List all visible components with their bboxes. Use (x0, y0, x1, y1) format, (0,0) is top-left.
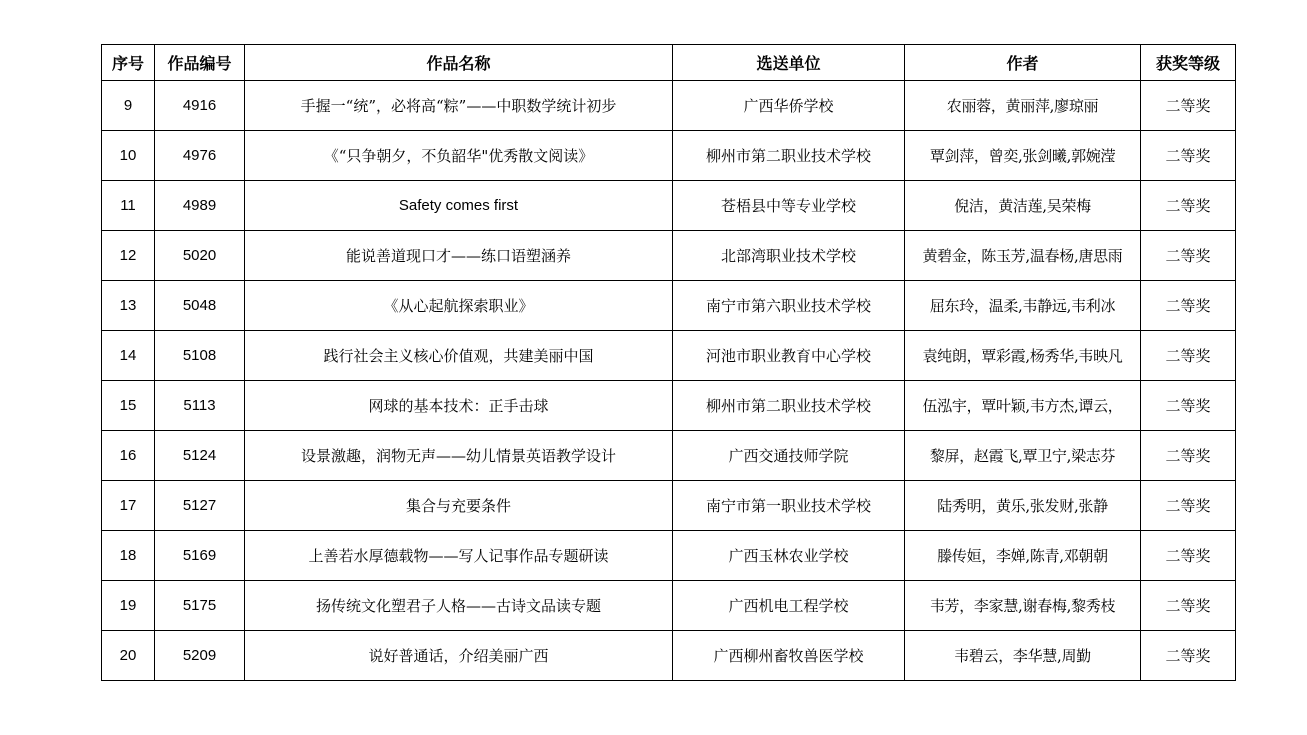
cell-seq: 14 (102, 331, 155, 381)
header-seq: 序号 (102, 45, 155, 81)
cell-unit: 广西华侨学校 (673, 81, 905, 131)
cell-level: 二等奖 (1141, 81, 1236, 131)
cell-authors: 黄碧金，陈玉芳,温春杨,唐思雨 (905, 231, 1141, 281)
awards-table (101, 44, 1236, 681)
cell-title: 手握一“统”，必将高“粽”——中职数学统计初步 (245, 81, 673, 131)
cell-title: 能说善道现口才——练口语塑涵养 (245, 231, 673, 281)
cell-unit: 南宁市第六职业技术学校 (673, 281, 905, 331)
cell-authors: 袁纯朗，覃彩霞,杨秀华,韦映凡 (905, 331, 1141, 381)
cell-level: 二等奖 (1141, 431, 1236, 481)
cell-authors: 覃剑萍，曾奕,张剑曦,郭婉滢 (905, 131, 1141, 181)
cell-title: 网球的基本技术：正手击球 (245, 381, 673, 431)
cell-title: 扬传统文化塑君子人格——古诗文品读专题 (245, 581, 673, 631)
cell-seq: 19 (102, 581, 155, 631)
cell-code: 5108 (155, 331, 245, 381)
cell-unit: 北部湾职业技术学校 (673, 231, 905, 281)
cell-code: 5175 (155, 581, 245, 631)
cell-unit: 广西柳州畜牧兽医学校 (673, 631, 905, 681)
cell-level: 二等奖 (1141, 181, 1236, 231)
table-row (102, 481, 1236, 531)
cell-level: 二等奖 (1141, 531, 1236, 581)
cell-unit: 广西机电工程学校 (673, 581, 905, 631)
cell-authors: 黎屏，赵霞飞,覃卫宁,梁志芬 (905, 431, 1141, 481)
cell-unit: 广西交通技师学院 (673, 431, 905, 481)
cell-authors: 屈东玲，温柔,韦静远,韦利冰 (905, 281, 1141, 331)
cell-title: 集合与充要条件 (245, 481, 673, 531)
cell-level: 二等奖 (1141, 131, 1236, 181)
header-authors: 作者 (905, 45, 1141, 81)
cell-unit: 河池市职业教育中心学校 (673, 331, 905, 381)
cell-title: 设景激趣，润物无声——幼儿情景英语教学设计 (245, 431, 673, 481)
header-level: 获奖等级 (1141, 45, 1236, 81)
cell-authors: 倪洁，黄洁莲,吴荣梅 (905, 181, 1141, 231)
cell-code: 5209 (155, 631, 245, 681)
cell-title: Safety comes first (245, 181, 673, 231)
table-row (102, 531, 1236, 581)
cell-title: 上善若水厚德载物——写人记事作品专题研读 (245, 531, 673, 581)
cell-level: 二等奖 (1141, 581, 1236, 631)
cell-code: 5020 (155, 231, 245, 281)
cell-authors: 韦碧云，李华慧,周勤 (905, 631, 1141, 681)
table-row (102, 81, 1236, 131)
cell-seq: 20 (102, 631, 155, 681)
cell-seq: 16 (102, 431, 155, 481)
cell-seq: 17 (102, 481, 155, 531)
cell-authors: 伍泓宇，覃叶颖,韦方杰,谭云， (905, 381, 1141, 431)
cell-code: 5113 (155, 381, 245, 431)
table-row (102, 581, 1236, 631)
table-row (102, 181, 1236, 231)
cell-code: 5127 (155, 481, 245, 531)
table-row (102, 381, 1236, 431)
cell-seq: 15 (102, 381, 155, 431)
table-row (102, 131, 1236, 181)
cell-unit: 南宁市第一职业技术学校 (673, 481, 905, 531)
cell-unit: 柳州市第二职业技术学校 (673, 131, 905, 181)
cell-unit: 广西玉林农业学校 (673, 531, 905, 581)
cell-seq: 10 (102, 131, 155, 181)
cell-code: 5124 (155, 431, 245, 481)
cell-unit: 柳州市第二职业技术学校 (673, 381, 905, 431)
cell-seq: 18 (102, 531, 155, 581)
cell-level: 二等奖 (1141, 331, 1236, 381)
cell-code: 4976 (155, 131, 245, 181)
header-row (102, 45, 1236, 81)
cell-authors: 农丽蓉，黄丽萍,廖琼丽 (905, 81, 1141, 131)
cell-code: 4989 (155, 181, 245, 231)
table-row (102, 281, 1236, 331)
cell-seq: 12 (102, 231, 155, 281)
cell-level: 二等奖 (1141, 631, 1236, 681)
table-row (102, 631, 1236, 681)
cell-authors: 韦芳，李家慧,谢春梅,黎秀枝 (905, 581, 1141, 631)
cell-code: 5169 (155, 531, 245, 581)
cell-seq: 13 (102, 281, 155, 331)
cell-level: 二等奖 (1141, 481, 1236, 531)
table-row (102, 331, 1236, 381)
header-code: 作品编号 (155, 45, 245, 81)
cell-title: 《从心起航探索职业》 (245, 281, 673, 331)
cell-level: 二等奖 (1141, 381, 1236, 431)
cell-code: 5048 (155, 281, 245, 331)
cell-title: 践行社会主义核心价值观，共建美丽中国 (245, 331, 673, 381)
cell-level: 二等奖 (1141, 231, 1236, 281)
cell-seq: 9 (102, 81, 155, 131)
cell-title: 《“只争朝夕，不负韶华"优秀散文阅读》 (245, 131, 673, 181)
cell-title: 说好普通话，介绍美丽广西 (245, 631, 673, 681)
cell-code: 4916 (155, 81, 245, 131)
header-unit: 选送单位 (673, 45, 905, 81)
table-row (102, 431, 1236, 481)
cell-level: 二等奖 (1141, 281, 1236, 331)
cell-authors: 滕传姮，李婵,陈青,邓朝朝 (905, 531, 1141, 581)
header-title: 作品名称 (245, 45, 673, 81)
table-row (102, 231, 1236, 281)
cell-unit: 苍梧县中等专业学校 (673, 181, 905, 231)
cell-seq: 11 (102, 181, 155, 231)
cell-authors: 陆秀明，黄乐,张发财,张静 (905, 481, 1141, 531)
